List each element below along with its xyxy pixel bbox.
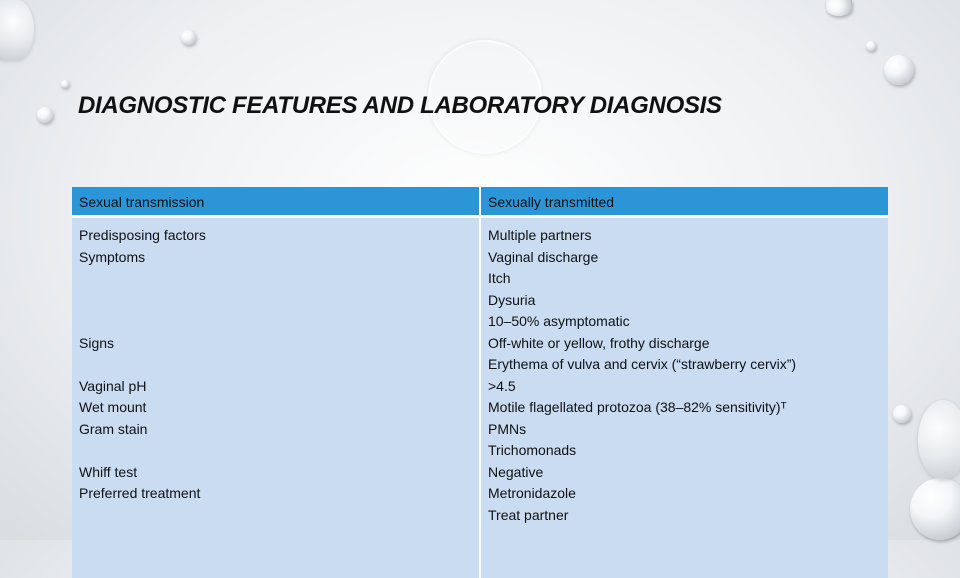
feature-value: Vaginal discharge bbox=[488, 247, 882, 269]
feature-label: Gram stain bbox=[79, 419, 473, 441]
header-sexual-transmission: Sexual transmission bbox=[72, 187, 480, 217]
feature-label: Whiff test bbox=[79, 462, 473, 484]
feature-label: Signs bbox=[79, 333, 473, 355]
features-column bbox=[72, 217, 480, 578]
values-column bbox=[480, 217, 888, 578]
water-drop-decoration bbox=[893, 405, 911, 423]
feature-label bbox=[79, 505, 473, 527]
feature-value: Metronidazole bbox=[488, 483, 882, 505]
feature-value: Negative bbox=[488, 462, 882, 484]
feature-value: Motile flagellated protozoa (38–82% sensitivity)ᵀ bbox=[488, 397, 882, 419]
feature-label: Vaginal pH bbox=[79, 376, 473, 398]
feature-label bbox=[79, 268, 473, 290]
feature-value: Multiple partners bbox=[488, 225, 882, 247]
feature-label: Wet mount bbox=[79, 397, 473, 419]
water-drop-decoration bbox=[37, 107, 53, 123]
table-header-row bbox=[72, 187, 888, 217]
feature-value: Off-white or yellow, frothy discharge bbox=[488, 333, 882, 355]
table-row bbox=[72, 217, 888, 578]
feature-value: Erythema of vulva and cervix (“strawberry cervix”) bbox=[488, 354, 882, 376]
slide-title: DIAGNOSTIC FEATURES AND LABORATORY DIAGNOSIS bbox=[78, 92, 722, 120]
feature-value: 10–50% asymptomatic bbox=[488, 311, 882, 333]
feature-value: >4.5 bbox=[488, 376, 882, 398]
feature-value: Dysuria bbox=[488, 290, 882, 312]
diagnosis-table bbox=[72, 187, 888, 578]
header-sexually-transmitted: Sexually transmitted bbox=[480, 187, 888, 217]
feature-label bbox=[79, 354, 473, 376]
feature-label bbox=[79, 440, 473, 462]
water-drop-decoration bbox=[918, 400, 960, 480]
water-drop-decoration bbox=[0, 0, 34, 60]
water-drop-decoration bbox=[884, 55, 914, 85]
feature-label: Symptoms bbox=[79, 247, 473, 269]
water-drop-decoration bbox=[910, 478, 960, 540]
water-drop-decoration bbox=[866, 41, 876, 51]
feature-label: Predisposing factors bbox=[79, 225, 473, 247]
feature-value: PMNs bbox=[488, 419, 882, 441]
feature-value: Trichomonads bbox=[488, 440, 882, 462]
feature-value: Treat partner bbox=[488, 505, 882, 527]
water-drop-decoration bbox=[61, 80, 69, 88]
feature-label bbox=[79, 290, 473, 312]
water-drop-decoration bbox=[826, 0, 852, 16]
feature-value: Itch bbox=[488, 268, 882, 290]
feature-label bbox=[79, 311, 473, 333]
water-drop-decoration bbox=[181, 30, 196, 45]
feature-label: Preferred treatment bbox=[79, 483, 473, 505]
